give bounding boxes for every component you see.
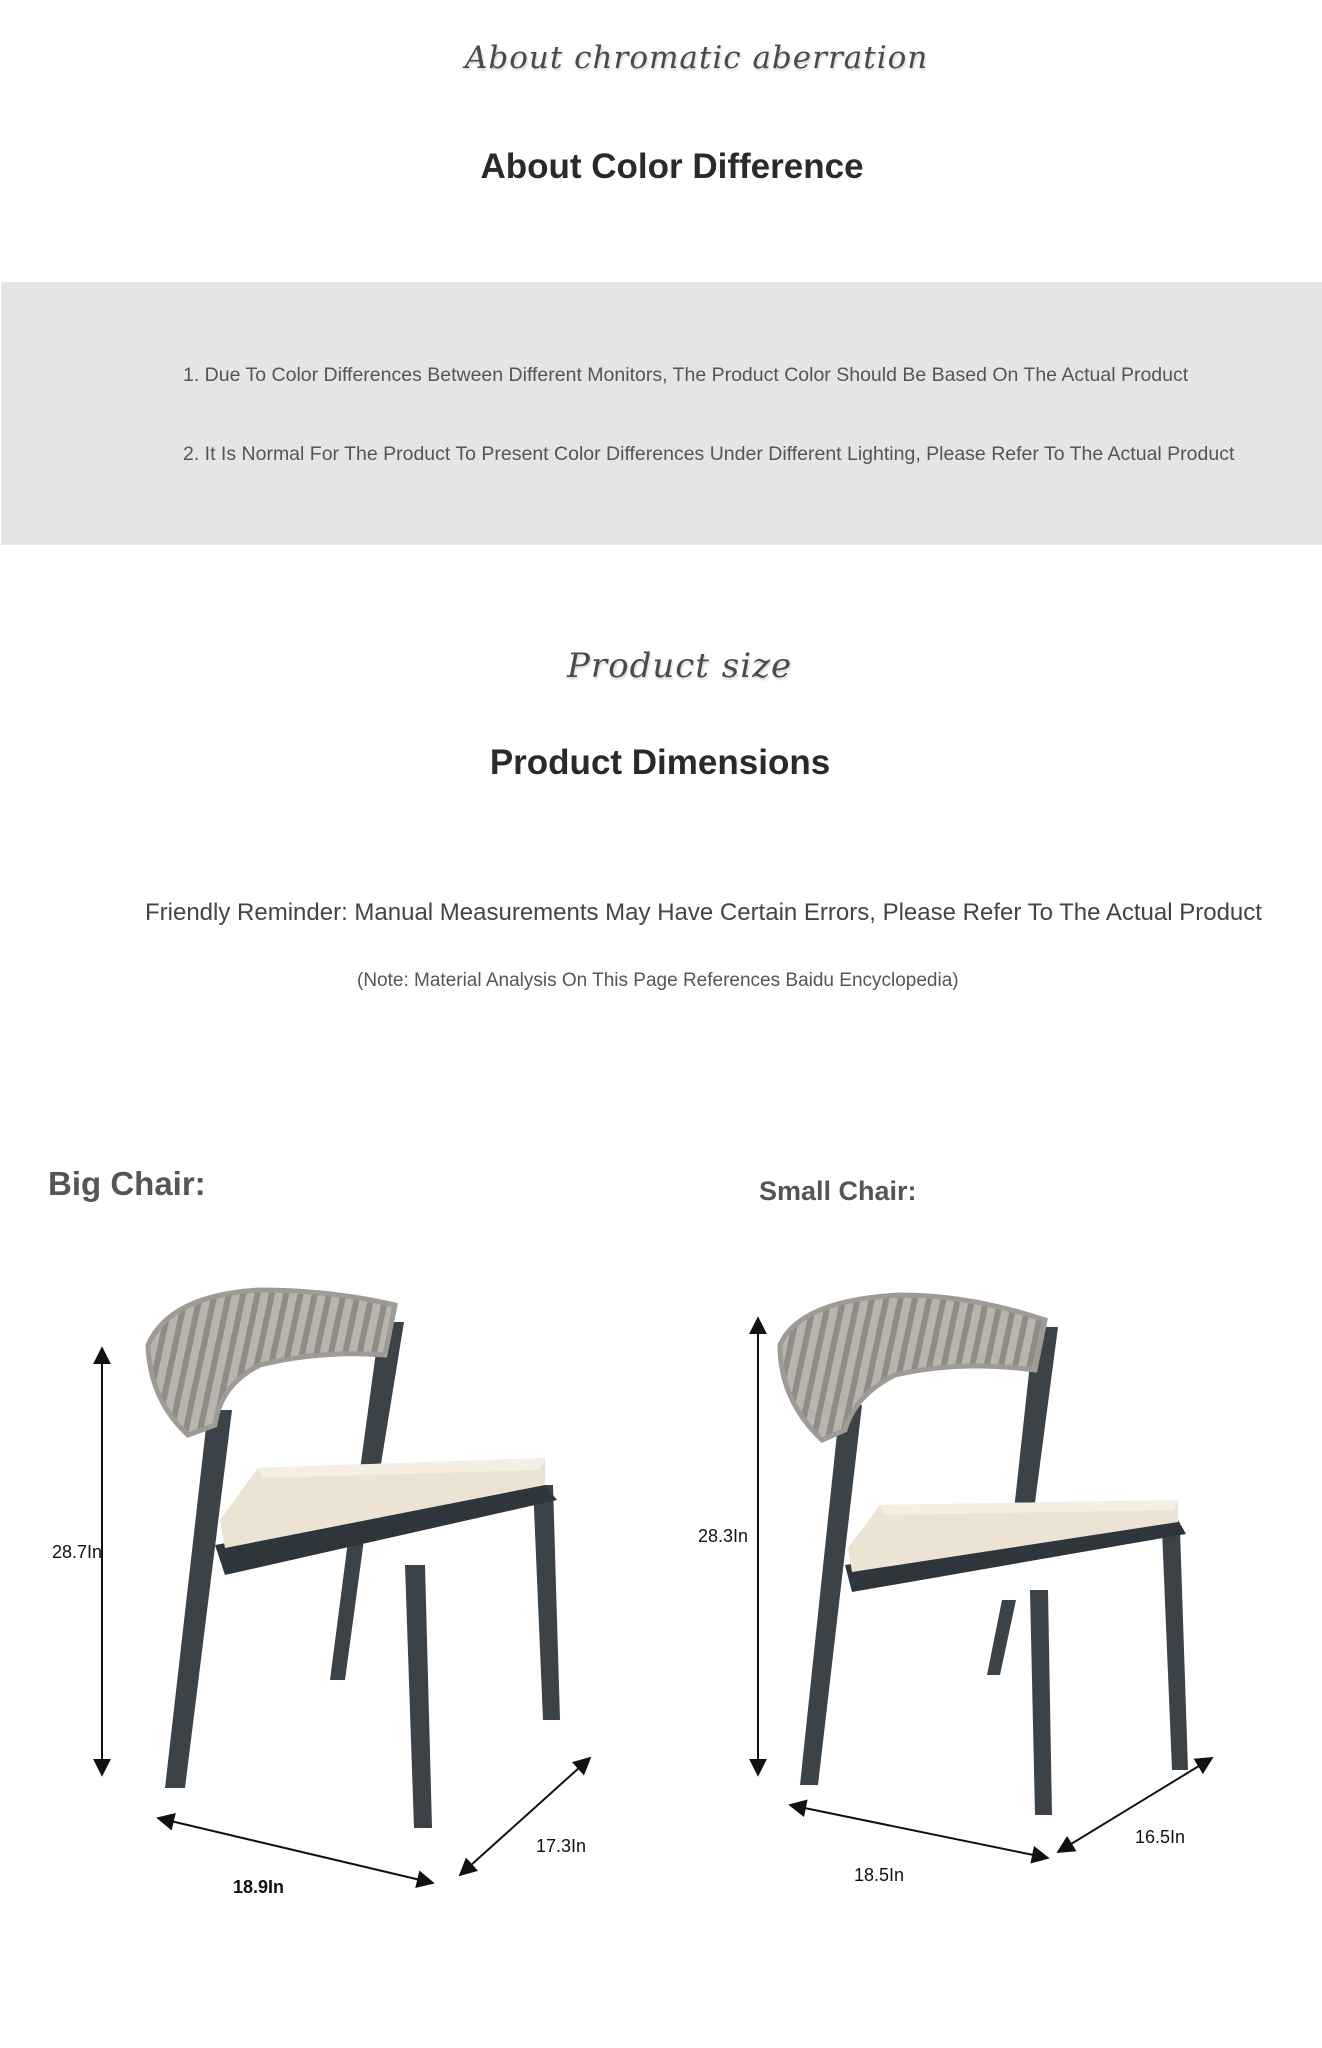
small-chair-height-label: 28.3In — [698, 1526, 749, 1546]
color-difference-title: About Color Difference — [480, 147, 864, 186]
product-size-script-title: Product size — [567, 646, 793, 686]
material-note: (Note: Material Analysis On This Page References Baidu Encyclopedia) — [357, 970, 959, 991]
product-dimensions-title: Product Dimensions — [489, 743, 831, 782]
chromatic-aberration-script-title: About chromatic aberration — [465, 40, 929, 76]
color-note-2: 2. It Is Normal For The Product To Present Color Differences Under Different Lighting, Please Refer To The Actual Product — [183, 443, 1235, 465]
big-chair-height-label: 28.7In — [52, 1542, 103, 1562]
small-chair-depth-label: 16.5In — [1135, 1827, 1186, 1847]
color-note-1: 1. Due To Color Differences Between Different Monitors, The Product Color Should Be Based On The Actual Product — [183, 364, 1189, 386]
big-chair-width-label: 18.9In — [233, 1877, 285, 1897]
big-chair-depth-label: 17.3In — [536, 1836, 587, 1856]
small-chair-image — [780, 1295, 1188, 1815]
big-chair-image — [148, 1290, 560, 1828]
big-chair-label: Big Chair: — [48, 1165, 206, 1202]
small-chair-label: Small Chair: — [759, 1176, 917, 1206]
small-chair-width-label: 18.5In — [854, 1865, 905, 1885]
measurement-reminder: Friendly Reminder: Manual Measurements May Have Certain Errors, Please Refer To The Actual Product — [145, 899, 1262, 926]
